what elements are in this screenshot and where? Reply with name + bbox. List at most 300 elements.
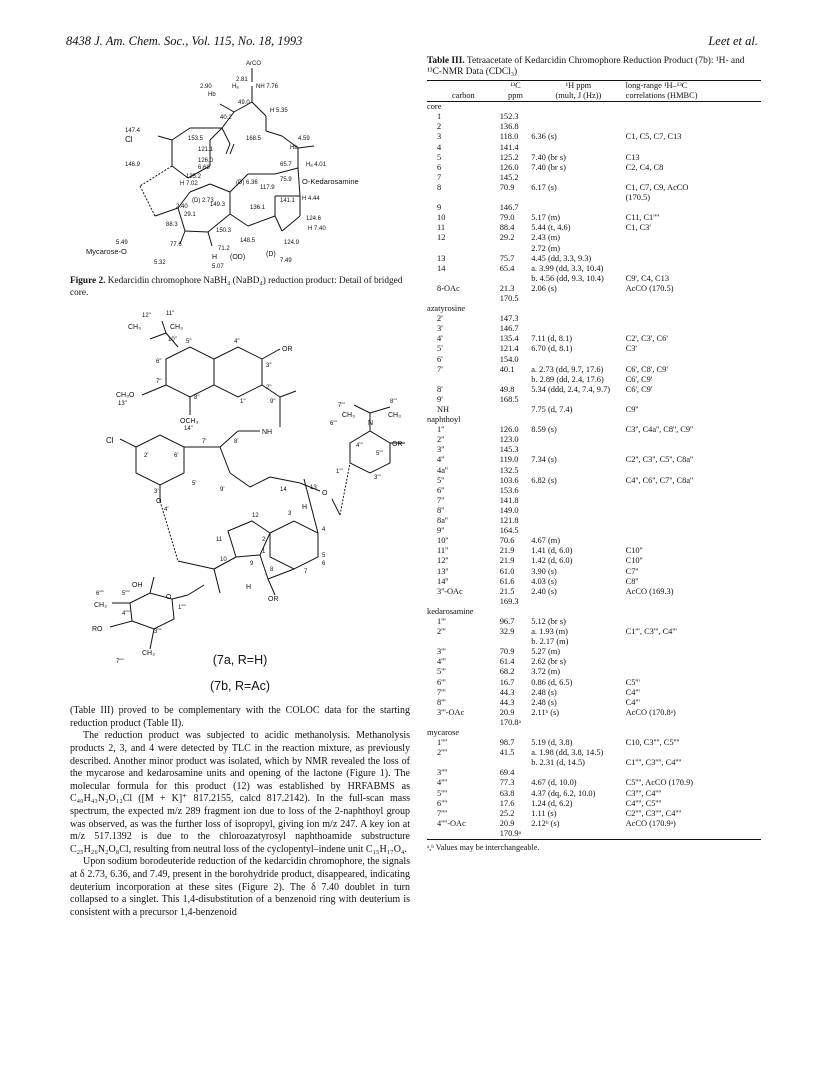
table-cell: 2' xyxy=(437,314,443,324)
table-cell: 4'' xyxy=(437,455,445,465)
table-row xyxy=(427,667,761,677)
table3-bottom-rule xyxy=(427,839,761,840)
table-cell: 141.8 xyxy=(499,495,519,505)
table-row xyxy=(427,425,761,435)
c7-label-c11: 11 xyxy=(216,537,223,544)
table-cell xyxy=(626,314,761,324)
table3 xyxy=(427,80,761,839)
table-cell: 44.3 xyxy=(499,687,515,697)
table-cell xyxy=(531,486,625,496)
table-row xyxy=(427,324,761,334)
table-cell: 7.40 (br s) xyxy=(531,152,566,162)
table-cell: C2, C4, C8 xyxy=(625,162,664,172)
table-cell xyxy=(531,415,625,425)
table-cell: 121.8 xyxy=(499,516,519,526)
table-cell: 170.8ᵃ xyxy=(499,717,521,727)
table-cell xyxy=(626,435,761,445)
table-cell xyxy=(500,375,531,385)
table-cell xyxy=(500,274,531,284)
table-row xyxy=(427,132,761,142)
table-row xyxy=(427,163,761,173)
table-cell: C2'''', C3'''', C4'''' xyxy=(625,808,682,818)
table-row xyxy=(427,516,761,526)
table-row xyxy=(427,213,761,223)
c7-label-och3: OCH₃ xyxy=(180,418,199,426)
c7-label-7p: 7''' xyxy=(338,403,345,410)
table-row xyxy=(427,233,761,243)
table-cell xyxy=(427,829,500,839)
c7-label-5: 5" xyxy=(186,339,192,346)
table-cell xyxy=(626,526,761,536)
table-cell xyxy=(626,233,761,243)
table-cell: 6''' xyxy=(437,677,446,687)
table-row xyxy=(427,183,761,193)
table-cell: 125.2 xyxy=(499,152,519,162)
table-cell xyxy=(500,102,531,113)
table-section-row xyxy=(427,607,761,617)
table-row xyxy=(427,688,761,698)
body-paragraph-1: (Table III) proved to be complementary with the COLOC data for the starting reduction product (Table II). xyxy=(70,705,410,729)
table-cell: 4.45 (dd, 3.3, 9.3) xyxy=(531,253,592,263)
table-cell: 7'' xyxy=(437,495,445,505)
table-cell: 11'' xyxy=(437,546,449,556)
table-cell: AcCO (169.3) xyxy=(625,586,674,596)
table-cell: 4 xyxy=(437,142,442,152)
table-cell: kedarosamine xyxy=(427,606,474,616)
table-row xyxy=(427,748,761,758)
table-row xyxy=(427,496,761,506)
table3-title-text: Tetraacetate of Kedarcidin Chromophore Reduction Product (7b): ¹H- and ¹³C-NMR Data (CDCl₃) xyxy=(427,56,745,77)
table-cell: 146.7 xyxy=(499,324,519,334)
table-cell: AcCO (170.9ᵃ) xyxy=(625,818,676,828)
table-cell: 153.6 xyxy=(499,485,519,495)
table-cell: 61.6 xyxy=(499,576,515,586)
c7-label-3m: 3"" xyxy=(154,629,162,636)
fig2-label-1249: 124.9 xyxy=(284,240,300,246)
table-cell: C9'' xyxy=(625,405,639,414)
table-cell: 149.0 xyxy=(499,505,519,515)
table-cell: 4''''-OAc xyxy=(437,818,466,828)
table-cell: 88.4 xyxy=(499,223,515,233)
c7-label-2p: 2' xyxy=(144,453,149,460)
table-cell: 2.11ᵇ (s) xyxy=(531,707,560,717)
table-cell: C3'', C4a'', C8'', C9'' xyxy=(625,425,694,435)
fig2-label-od: (OD) xyxy=(230,254,246,261)
table-cell: 1.11 (s) xyxy=(531,808,557,818)
table-cell xyxy=(626,466,761,476)
table-cell xyxy=(531,728,625,738)
table-cell xyxy=(626,768,761,778)
c7-label-7m: 7"" xyxy=(116,659,124,666)
table-cell: 3.90 (s) xyxy=(531,566,557,576)
table-cell: 21.3 xyxy=(499,283,515,293)
table-row xyxy=(427,375,761,385)
table3-title xyxy=(427,56,761,78)
table3-header-4b: correlations (HMBC) xyxy=(625,91,698,101)
fig2-label-cl: Cl xyxy=(125,135,133,144)
c7-label-6p: 6''' xyxy=(330,421,337,428)
table-cell: 1.42 (d, 6.0) xyxy=(531,556,573,566)
fig2-label-hod: H xyxy=(212,254,218,261)
table-row xyxy=(427,617,761,627)
table-cell: 8''' xyxy=(437,697,446,707)
table-cell xyxy=(626,597,761,607)
c7-label-ch3c: CH₃ xyxy=(342,412,355,420)
table-cell xyxy=(500,193,531,203)
table-cell: 8.59 (s) xyxy=(531,425,557,435)
table-cell xyxy=(531,304,625,314)
table-cell: C10, C3'''', C5'''' xyxy=(625,738,680,748)
table-cell: AcCO (170.8ᵃ) xyxy=(625,707,676,717)
table-cell xyxy=(427,274,500,284)
table3-header-1a xyxy=(427,81,500,92)
c7-label-ro: RO xyxy=(92,626,103,634)
table-cell xyxy=(531,173,625,183)
fig2-label-668: 6.68 xyxy=(198,165,210,171)
table-row xyxy=(427,486,761,496)
table-cell xyxy=(531,597,625,607)
table-row xyxy=(427,768,761,778)
table-row xyxy=(427,153,761,163)
table-cell: C5''' xyxy=(625,677,640,687)
table-cell xyxy=(427,718,500,728)
figure2-structure xyxy=(70,56,410,274)
table-cell xyxy=(626,647,761,657)
table-cell: 61.4 xyxy=(499,657,515,667)
table-row xyxy=(427,809,761,819)
c7-label-2: 2" xyxy=(266,385,272,392)
table-cell: 49.8 xyxy=(499,384,515,394)
c7-label-or1: OR xyxy=(282,346,293,354)
table-cell xyxy=(626,445,761,455)
fig2-label-883: 88.3 xyxy=(166,222,178,228)
table-cell: 121.4 xyxy=(499,344,519,354)
table-cell: 61.0 xyxy=(499,566,515,576)
table-cell: 5.12 (br s) xyxy=(531,616,566,626)
table-cell xyxy=(626,395,761,405)
table-cell xyxy=(531,506,625,516)
table-cell: 3'' xyxy=(437,445,445,455)
table-cell: 68.2 xyxy=(499,667,515,677)
c7-label-c8: 8 xyxy=(270,567,274,574)
c7-label-c10: 10 xyxy=(220,557,227,564)
fig2-label-hb2: Hb xyxy=(290,145,298,151)
table-cell: 7' xyxy=(437,364,443,374)
figure2-caption xyxy=(70,276,410,299)
c7-label-h2: H xyxy=(246,584,252,592)
c7-label-8: 8" xyxy=(194,395,200,402)
table-cell: 2.12ᵇ (s) xyxy=(531,818,560,828)
table-cell: 7''' xyxy=(437,687,446,697)
table-cell xyxy=(626,728,761,738)
body-paragraph-3: Upon sodium borodeuteride reduction of the kedarcidin chromophore, the signals at δ 2.73, 6.36, and 7.49, present in the borohydride product, disappeared, indicating deuterium incorporation at these sites (Figure 2). The δ 7.40 doublet in turn collapsed to a singlet. This 1,4-disubstitution of a benzenoid ring with deuterium is consistent with a precursor 1,4-benzenoid xyxy=(70,856,410,918)
right-column xyxy=(427,56,761,852)
table-cell: 12'' xyxy=(437,556,449,566)
table-cell xyxy=(500,637,531,647)
table-cell: 6.36 (s) xyxy=(531,132,557,142)
table-cell: b. 2.31 (d, 14.5) xyxy=(531,758,585,768)
table-cell: 6.17 (s) xyxy=(531,182,557,192)
table-row xyxy=(427,254,761,264)
fig2-label-740: H 7.40 xyxy=(308,226,326,232)
table-cell: C8'' xyxy=(625,576,639,586)
table-cell: C1, C5, C7, C13 xyxy=(625,132,682,142)
table-cell: 44.3 xyxy=(499,697,515,707)
table-cell: 3''' xyxy=(437,647,446,657)
table-row xyxy=(427,334,761,344)
table-row xyxy=(427,395,761,405)
table-cell: 5.19 (d, 3.8) xyxy=(531,738,573,748)
table-cell xyxy=(626,102,761,113)
table-cell xyxy=(626,829,761,839)
table-cell xyxy=(531,193,625,203)
header-authors: Leet et al. xyxy=(708,34,758,48)
table-cell: 40.1 xyxy=(499,364,515,374)
body-paragraph-2: The reduction product was subjected to acidic methanolysis. Methanolysis products 2, 3, and 4 were detected by TLC in the reaction mixture, as previously described. Another minor product was isolated, which by NMR revealed the loss of the mycarose and kedarosamine units and opening of the lactone (Figure 1). The molecular formula for this product (12) was established by HRFABMS as C₄₀H₄₃N₂O₁₂Cl ([M + K]⁺ 817.2155, calcd 817.2142). In the full-scan mass spectrum, the expected m/z 289 fragment ion due to loss of the 2-naphthoyl group was observed, as was the further loss of isopropyl, giving ion m/z 247. A key ion at m/z 517.1392 is due to the chloroazatyrosyl naphthoamide substructure C₂₅H₂₆N₂O₈Cl, resulting from neutral loss of the cyclopentyl–indene unit C₁₅H₁₇O₄. xyxy=(70,730,410,855)
table-cell xyxy=(500,244,531,254)
table-cell: 135.4 xyxy=(499,334,519,344)
table-row xyxy=(427,223,761,233)
table-cell: 25.2 xyxy=(499,808,515,818)
table-cell: 77.3 xyxy=(499,778,515,788)
c7-label-7pp: 7' xyxy=(202,439,207,446)
table-cell xyxy=(626,718,761,728)
c7-label-c2: 2 xyxy=(262,537,266,544)
table-cell: 170.5 xyxy=(499,293,519,303)
fig2-label-arco: ArCO xyxy=(246,61,261,67)
c7-label-14: 14" xyxy=(184,426,193,433)
fig2-label-d273: (D) 2.73 xyxy=(192,198,214,204)
table-cell: 1''' xyxy=(437,616,446,626)
table-cell: 4''' xyxy=(437,657,446,667)
table-cell: C6', C8', C9' xyxy=(625,364,668,374)
table3-header-3b: (mult, J (Hz)) xyxy=(555,91,602,101)
table-cell xyxy=(626,112,761,122)
left-column xyxy=(70,56,410,919)
table-cell xyxy=(626,244,761,254)
table-cell: 4' xyxy=(437,334,443,344)
table-cell: 2.62 (br s) xyxy=(531,657,566,667)
table-row xyxy=(427,789,761,799)
table-row xyxy=(427,344,761,354)
table-cell: 8'' xyxy=(437,505,445,515)
table-cell xyxy=(626,264,761,274)
c7-label-9pp: 9' xyxy=(220,487,225,494)
table-cell: 14'' xyxy=(437,576,449,586)
table-cell: 5'''' xyxy=(437,788,448,798)
table-cell: C4''' xyxy=(625,697,640,707)
table-cell: 1.41 (d, 6.0) xyxy=(531,546,573,556)
table-cell xyxy=(626,415,761,425)
table-cell: 29.2 xyxy=(499,233,515,243)
table-cell: 8a'' xyxy=(437,516,448,526)
table-row xyxy=(427,819,761,829)
table-cell xyxy=(500,607,531,617)
c7-label-7: 7" xyxy=(156,379,162,386)
c7-label-cl: Cl xyxy=(106,436,114,446)
table-cell: 5.17 (m) xyxy=(531,213,561,223)
table-cell: 147.3 xyxy=(499,314,519,324)
table-cell xyxy=(626,143,761,153)
table-cell: 2.48 (s) xyxy=(531,687,557,697)
table-cell: C1''', C3''', C4''' xyxy=(625,627,677,637)
fig2-label-1246: 124.6 xyxy=(306,216,322,222)
table3-header-4a: long-range ¹H–¹³C xyxy=(625,81,688,90)
table-cell xyxy=(531,496,625,506)
table-cell: 20.9 xyxy=(499,818,515,828)
c7-label-13b: 13 xyxy=(310,485,317,492)
table-row xyxy=(427,244,761,254)
table-row xyxy=(427,758,761,768)
fig2-label-1260: 126.0 xyxy=(198,158,214,164)
table-cell xyxy=(626,607,761,617)
c7-label-or3: OR xyxy=(268,596,279,604)
table-cell: C5'''', AcCO (170.9) xyxy=(625,778,694,788)
table-cell: 3'''-OAc xyxy=(437,707,465,717)
table-cell: 9' xyxy=(437,394,443,404)
table-cell xyxy=(626,486,761,496)
table-cell: 13'' xyxy=(437,566,449,576)
table-cell: C3' xyxy=(625,344,637,354)
c7-label-nh: NH xyxy=(262,429,273,437)
table-cell xyxy=(531,355,625,365)
c7-label-3p: 3''' xyxy=(374,475,381,482)
table-cell xyxy=(531,112,625,122)
table-cell: C9', C4, C13 xyxy=(625,273,670,283)
c7-label-12: 12" xyxy=(142,313,151,320)
table-cell: 5' xyxy=(437,344,443,354)
table-cell xyxy=(626,496,761,506)
table-cell: C4''' xyxy=(625,687,640,697)
table-row xyxy=(427,112,761,122)
table-cell: 1.24 (d, 6.2) xyxy=(531,798,573,808)
c7-label-5pp: 5' xyxy=(192,481,197,488)
table-cell xyxy=(500,304,531,314)
table-cell: 41.5 xyxy=(499,748,515,758)
table-cell: 65.4 xyxy=(499,263,515,273)
table-cell: 2 xyxy=(437,122,442,132)
fig2-label-1469: 146.9 xyxy=(125,162,141,168)
table-cell: 2''' xyxy=(437,627,446,637)
table-cell: core xyxy=(427,102,442,112)
table-section-row xyxy=(427,102,761,113)
table-row xyxy=(427,597,761,607)
table-cell: C7'' xyxy=(625,566,639,576)
table-row xyxy=(427,314,761,324)
fig2-label-1493: 149.3 xyxy=(210,202,226,208)
fig2-label-1411: 141.1 xyxy=(280,198,296,204)
table-cell xyxy=(626,294,761,304)
table-section-row xyxy=(427,415,761,425)
c7-label-6: 6" xyxy=(156,359,162,366)
table-cell: 145.3 xyxy=(499,445,519,455)
c7-label-ch3b: CH₃ xyxy=(170,324,183,332)
table-cell: naphthoyl xyxy=(427,415,461,425)
table-row xyxy=(427,173,761,183)
table-row xyxy=(427,556,761,566)
table-cell xyxy=(427,637,500,647)
table-cell xyxy=(531,122,625,132)
table-row xyxy=(427,355,761,365)
table-cell: 8 xyxy=(437,182,442,192)
table-cell: azatyrosine xyxy=(427,304,466,314)
table-row xyxy=(427,738,761,748)
table-cell: b. 2.89 (dd, 2.4, 17.6) xyxy=(531,374,604,384)
fig2-label-444: H 4.44 xyxy=(302,196,320,202)
table-cell: 132.5 xyxy=(499,465,519,475)
fig2-label-1211: 121.1 xyxy=(198,147,214,153)
table-row xyxy=(427,678,761,688)
fig2-label-ha401: Hₐ 4.01 xyxy=(306,162,326,168)
table-cell: 21.5 xyxy=(499,586,515,596)
table-row xyxy=(427,647,761,657)
table-cell: 21.9 xyxy=(499,546,515,556)
c7-label-oh: OH xyxy=(132,582,143,590)
fig2-label-549: 5.49 xyxy=(116,240,128,246)
fig2-label-ha: Hₐ xyxy=(232,84,239,90)
table-row xyxy=(427,546,761,556)
table-row xyxy=(427,476,761,486)
table-cell xyxy=(531,143,625,153)
fig2-label-490: 49.0 xyxy=(238,100,250,106)
table-row xyxy=(427,193,761,203)
table-cell: 168.5 xyxy=(499,394,519,404)
table-cell: 3 xyxy=(437,132,442,142)
table-cell: 4.67 (m) xyxy=(531,536,561,546)
c7-label-8pp: 8' xyxy=(234,439,239,446)
table-row xyxy=(427,587,761,597)
table-cell: 79.0 xyxy=(499,213,515,223)
table-cell: 11 xyxy=(437,223,446,233)
fig2-label-291: 29.1 xyxy=(184,212,196,218)
table-row xyxy=(427,365,761,375)
table-cell: 154.0 xyxy=(499,354,519,364)
body-text xyxy=(70,705,410,919)
table-cell xyxy=(500,415,531,425)
table-cell xyxy=(531,718,625,728)
table-cell: 2'' xyxy=(437,435,445,445)
table-cell xyxy=(626,637,761,647)
fig2-label-mycarose: Mycarose-O xyxy=(86,247,127,256)
table-cell: a. 3.99 (dd, 3.3, 10.4) xyxy=(531,263,604,273)
table-cell xyxy=(626,203,761,213)
table-row xyxy=(427,264,761,274)
c7-label-ch3f: CH₃ xyxy=(142,650,155,658)
table-cell: 7.34 (s) xyxy=(531,455,557,465)
c7-label-1: 1" xyxy=(240,399,246,406)
table-row xyxy=(427,506,761,516)
table-row xyxy=(427,799,761,809)
fig2-label-nh: NH 7.76 xyxy=(256,84,279,90)
table-cell: 4a'' xyxy=(437,465,448,475)
c7-label-4: 4" xyxy=(234,339,240,346)
table-cell: 170.9ᵃ xyxy=(499,828,521,838)
c7-label-8p: 8''' xyxy=(390,399,397,406)
table-cell: 7.11 (d, 8.1) xyxy=(531,334,573,344)
table-cell xyxy=(531,294,625,304)
table-cell: C13 xyxy=(625,152,640,162)
table-row xyxy=(427,143,761,153)
c7-label-c12: 12 xyxy=(252,513,259,520)
c7-label-c5: 5 xyxy=(322,553,326,560)
table-cell: C2', C3', C6' xyxy=(625,334,668,344)
c7-label-c9: 9 xyxy=(250,561,254,568)
table-cell xyxy=(500,758,531,768)
table-cell: a. 1.93 (m) xyxy=(531,627,568,637)
c7-label-o: O xyxy=(156,498,162,506)
table-row xyxy=(427,445,761,455)
c7-label-o3: O xyxy=(166,594,172,602)
